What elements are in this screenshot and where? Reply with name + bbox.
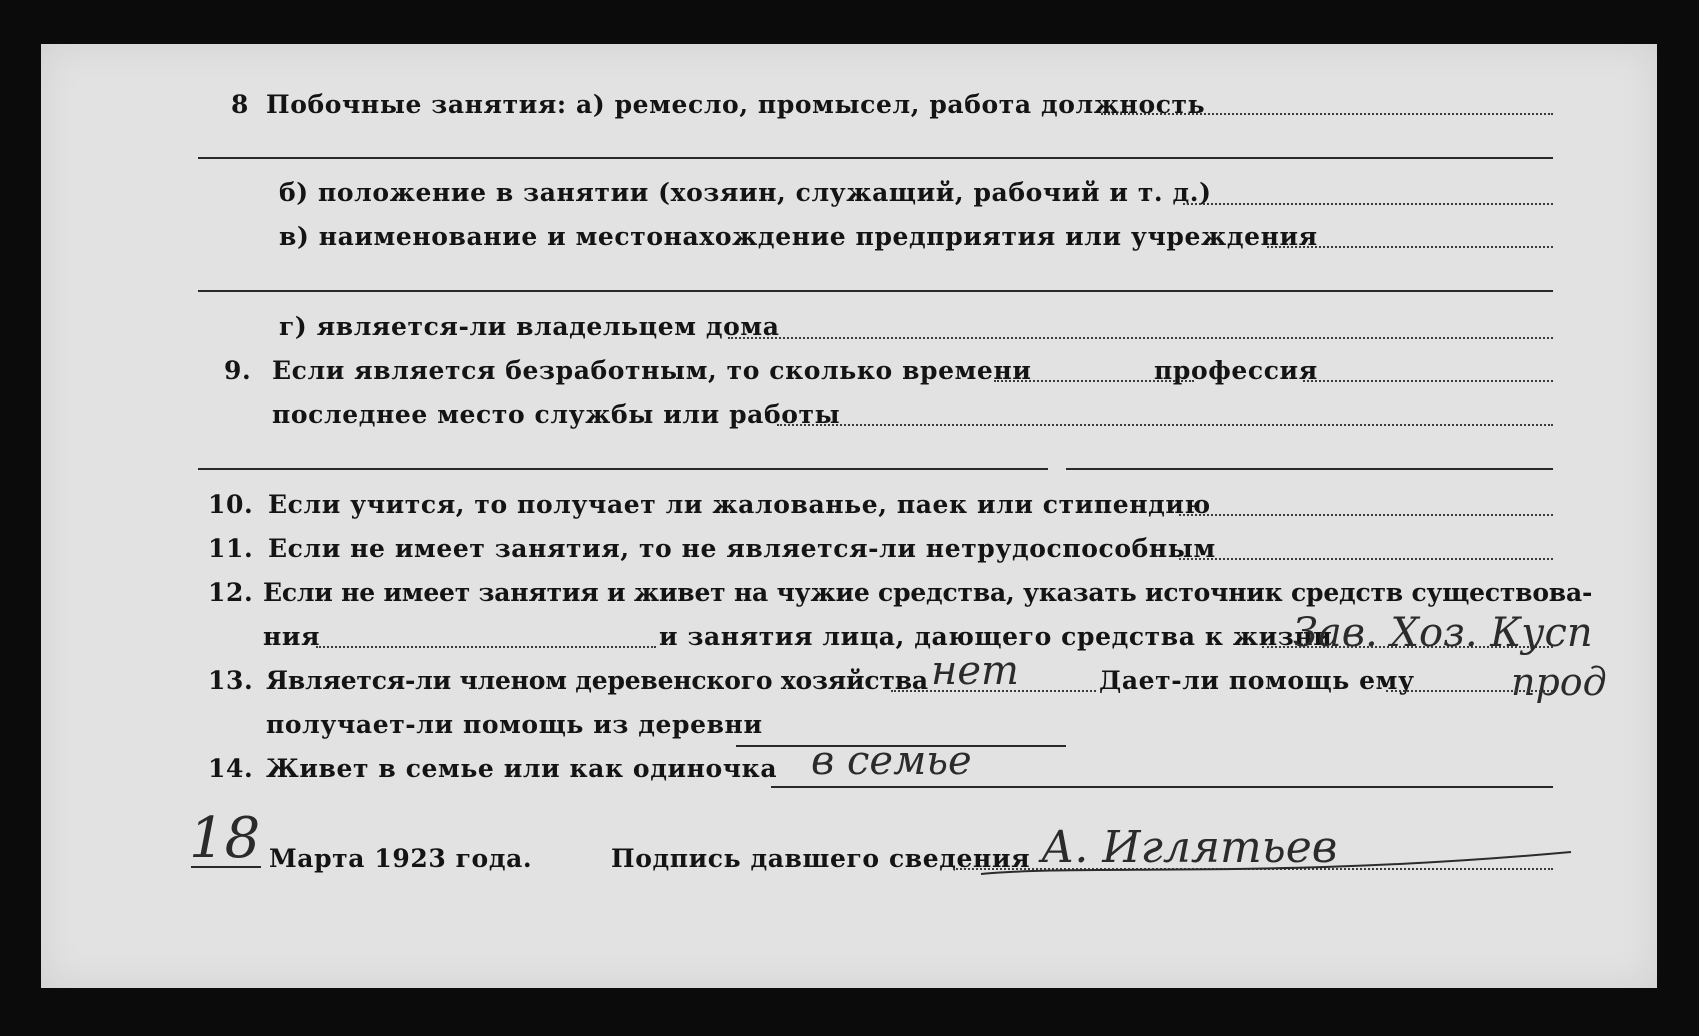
- signature-label: Подпись давшего сведения: [611, 844, 1031, 873]
- item-14-label: Живет в семье или как одиночка: [266, 754, 778, 783]
- item-8d-label: г) является-ли владельцем дома: [279, 312, 780, 341]
- item-14-number: 14.: [208, 754, 254, 783]
- item-12-label-cont: ния: [263, 622, 321, 651]
- item-9-profession-line: [1303, 380, 1553, 382]
- date-day-line: [191, 866, 261, 868]
- date-day-handwritten: 18: [189, 806, 261, 871]
- item-11-answer-line: [1179, 558, 1553, 560]
- questionnaire-card: [41, 44, 1657, 988]
- item-12-source-line: [316, 646, 656, 648]
- date-month-year: Марта 1923 года.: [269, 844, 533, 873]
- item-12-label: Если не имеет занятия и живет на чужие средства, указать источник средств существова-: [263, 578, 1593, 607]
- item-11-number: 11.: [208, 534, 254, 563]
- item-12-handwritten-answer-cont: прод: [1511, 660, 1607, 704]
- item-8b-label: б) положение в занятии (хозяин, служащий, рабочий и т. д.): [279, 178, 1212, 207]
- item-8a-answer-line-2: [198, 157, 1553, 159]
- item-13-receives-label: получает-ли помощь из деревни: [266, 710, 763, 739]
- item-13-help-line: [1386, 690, 1553, 692]
- item-8-marker: 8: [231, 90, 249, 119]
- item-8d-answer-line: [728, 337, 1553, 339]
- item-8a-label: Побочные занятия: а) ремесло, промысел, работа должность: [266, 90, 1206, 119]
- item-10-label: Если учится, то получает ли жалованье, паек или стипендию: [268, 490, 1211, 519]
- item-12-number: 12.: [208, 578, 254, 607]
- item-8c-label: в) наименование и местонахождение предприятия или учреждения: [279, 222, 1318, 251]
- item-9-number: 9.: [224, 356, 252, 385]
- item-13-handwritten-answer: нет: [931, 648, 1019, 694]
- signature-handwritten: А. Иглятьев: [1041, 822, 1338, 873]
- item-8b-answer-line: [1183, 203, 1553, 205]
- item-9-last-job-label: последнее место службы или работы: [272, 400, 841, 429]
- item-11-label: Если не имеет занятия, то не является-ли нетрудоспособным: [268, 534, 1216, 563]
- item-8a-answer-line: [1101, 113, 1553, 115]
- item-9-extra-line-2: [1066, 468, 1553, 470]
- item-8c-answer-line: [1267, 246, 1553, 248]
- item-14-handwritten-answer: в семье: [811, 738, 972, 784]
- item-8c-answer-line-2: [198, 290, 1553, 292]
- item-12-handwritten-answer: Зав. Хоз. Кусп: [1293, 610, 1593, 656]
- item-14-answer-line: [771, 786, 1553, 788]
- item-10-answer-line: [1179, 514, 1553, 516]
- item-13-number: 13.: [208, 666, 254, 695]
- item-13-label: Является-ли членом деревенского хозяйства: [266, 666, 928, 695]
- item-9-extra-line: [198, 468, 1048, 470]
- signature-flourish: [971, 834, 1591, 894]
- item-12-provider-label: и занятия лица, дающего средства к жизни: [659, 622, 1333, 651]
- item-9-profession-label: профессия: [1154, 356, 1318, 385]
- item-13-help-label: Дает-ли помощь ему: [1099, 666, 1415, 695]
- item-9-label: Если является безработным, то сколько времени: [272, 356, 1032, 385]
- item-10-number: 10.: [208, 490, 254, 519]
- item-9-last-job-line: [777, 424, 1553, 426]
